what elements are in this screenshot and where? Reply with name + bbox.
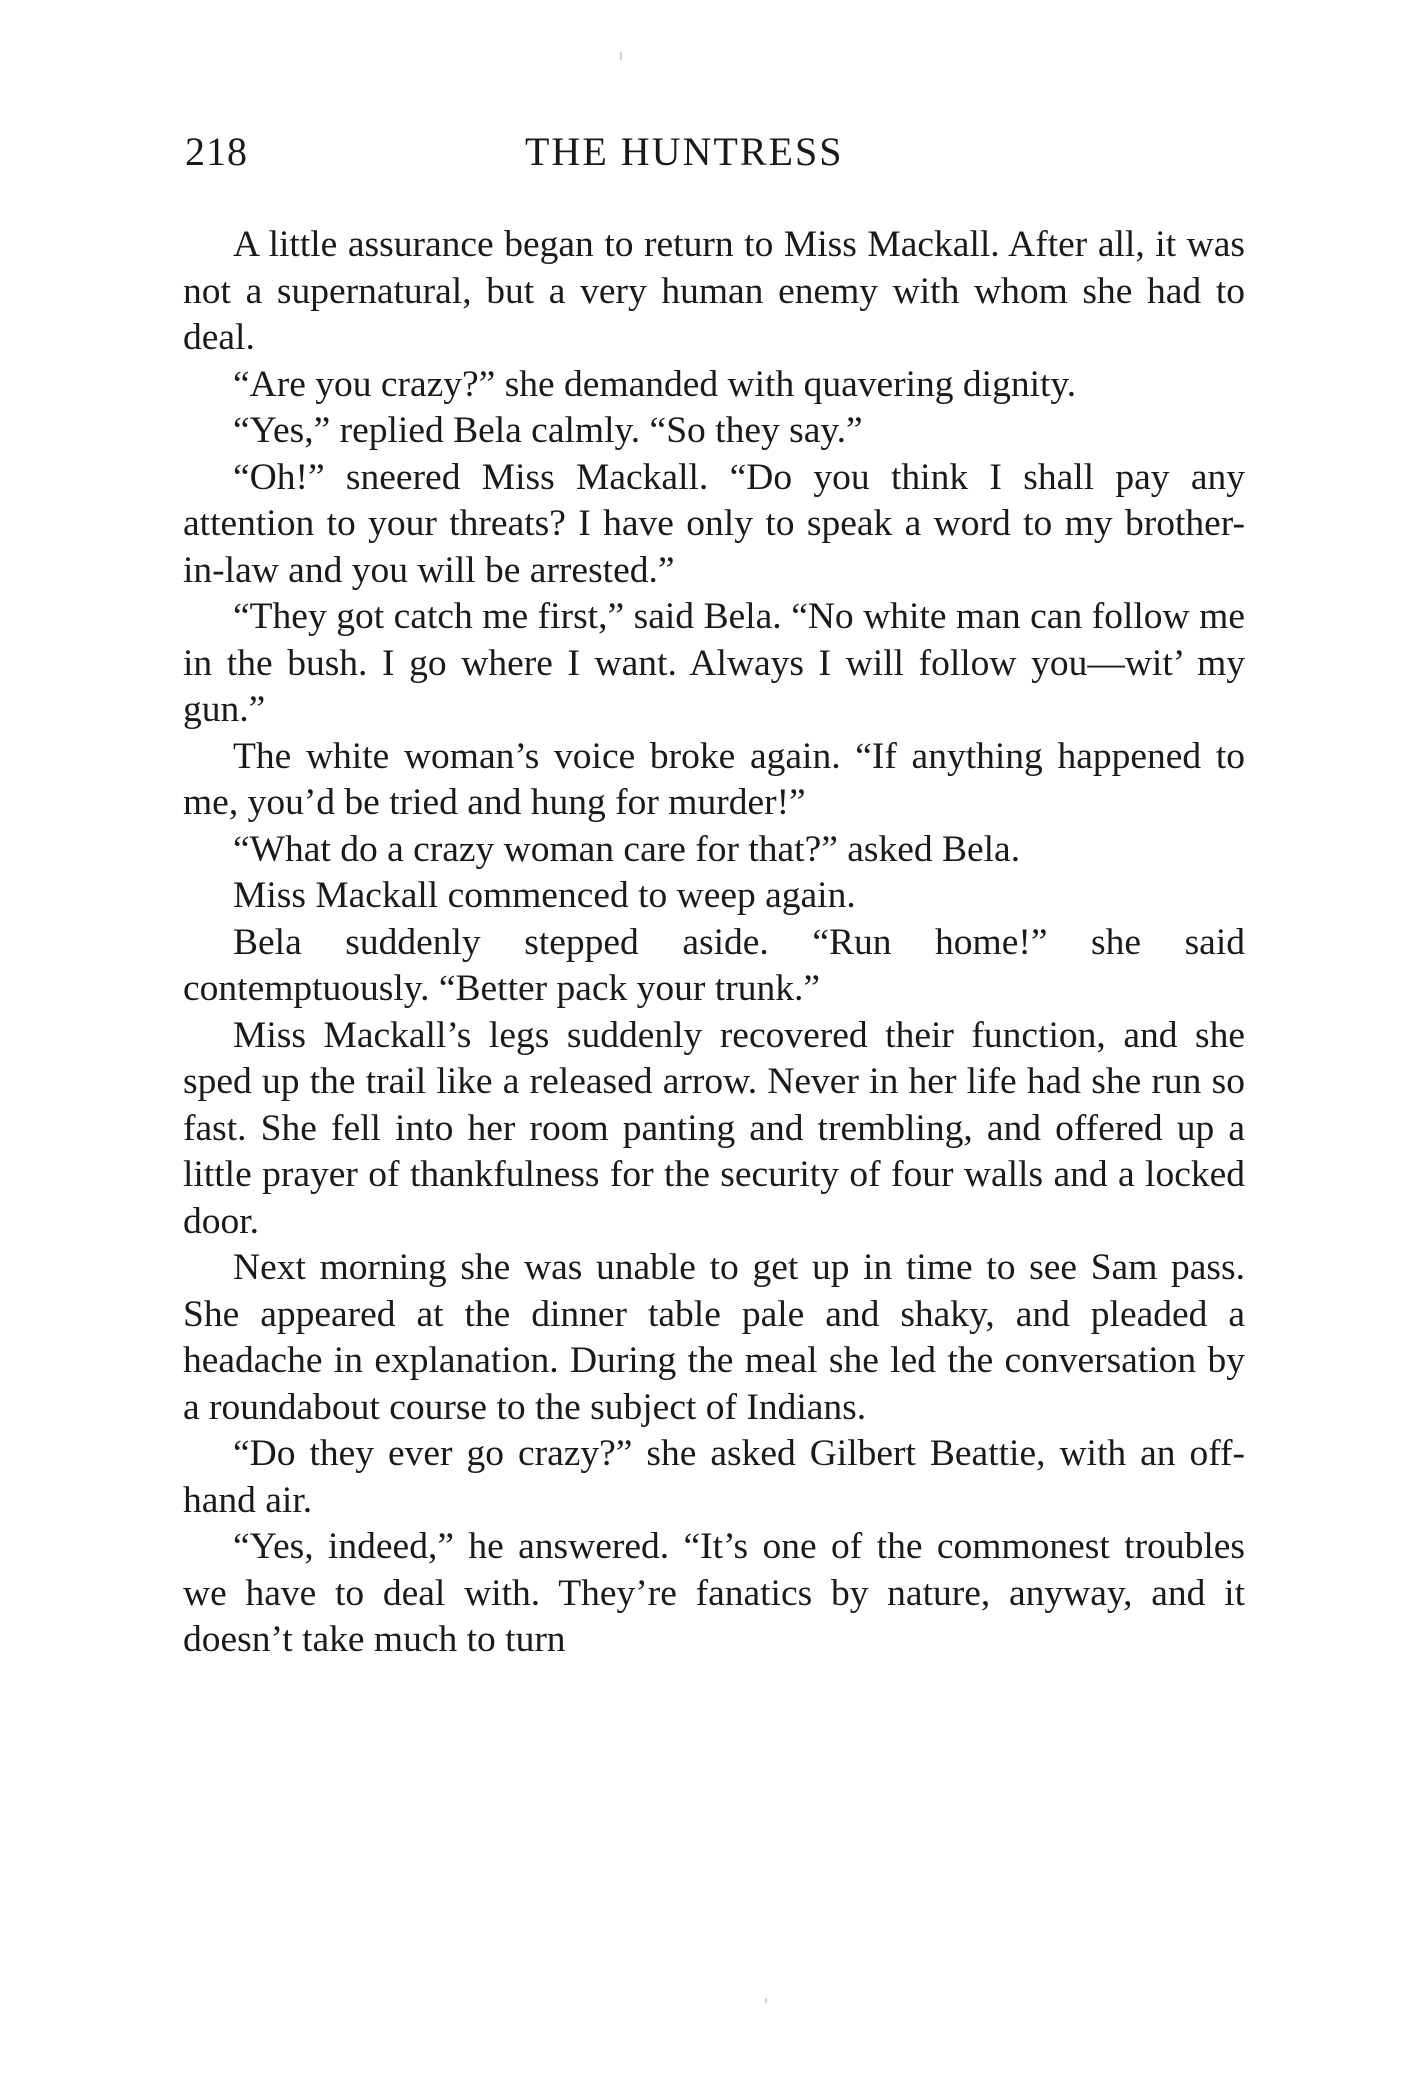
- paragraph: Miss Mackall’s legs suddenly recovered their function, and she sped up the trail like a released arrow. Never in her life had she run so fast. She fell into her room panting and trembling, and offered up a little prayer of thankfulness for the security of four walls and a locked door.: [183, 1014, 1245, 1242]
- paper-speck: [620, 52, 622, 60]
- paragraph: “They got catch me first,” said Bela. “No white man can follow me in the bush. I go where I want. Always I will follow you—wit’ my gun.”: [183, 596, 1245, 730]
- paragraph: “Are you crazy?” she demanded with quavering dignity.: [233, 363, 1077, 405]
- running-title: THE HUNTRESS: [525, 129, 844, 174]
- paragraph: A little assurance began to return to Miss Mackall. After all, it was not a supernatural, but a very human enemy with whom she had to deal.: [183, 224, 1245, 358]
- paragraph: “What do a crazy woman care for that?” asked Bela.: [233, 828, 1021, 870]
- paragraph: Miss Mackall commenced to weep again.: [233, 875, 856, 916]
- paragraph: “Oh!” sneered Miss Mackall. “Do you think I shall pay any attention to your threats? I have only to speak a word to my brother-in-law and you will be arrested.”: [183, 456, 1245, 591]
- paragraph: Next morning she was unable to get up in time to see Sam pass. She appeared at the dinner table pale and shaky, and pleaded a headache in explanation. During the meal she led the conversation by a roundabout course to the subject of Indians.: [183, 1247, 1245, 1428]
- paper-speck: [765, 1998, 767, 2003]
- paragraph: Bela suddenly stepped aside. “Run home!” she said contemptuously. “Better pack your trunk.”: [183, 921, 1245, 1009]
- paragraph: The white woman’s voice broke again. “If anything happened to me, you’d be tried and hung for murder!”: [183, 735, 1245, 823]
- paragraph: “Do they ever go crazy?” she asked Gilbert Beattie, with an off-hand air.: [183, 1433, 1245, 1521]
- body-text: [183, 222, 1245, 1664]
- paragraph: “Yes,” replied Bela calmly. “So they say.”: [233, 410, 863, 451]
- page-header: [185, 128, 1245, 188]
- paragraph: “Yes, indeed,” he answered. “It’s one of the commonest troubles we have to deal with. They’re fanatics by nature, anyway, and it doesn’t take much to turn: [183, 1526, 1245, 1660]
- page-number: 218: [185, 129, 248, 174]
